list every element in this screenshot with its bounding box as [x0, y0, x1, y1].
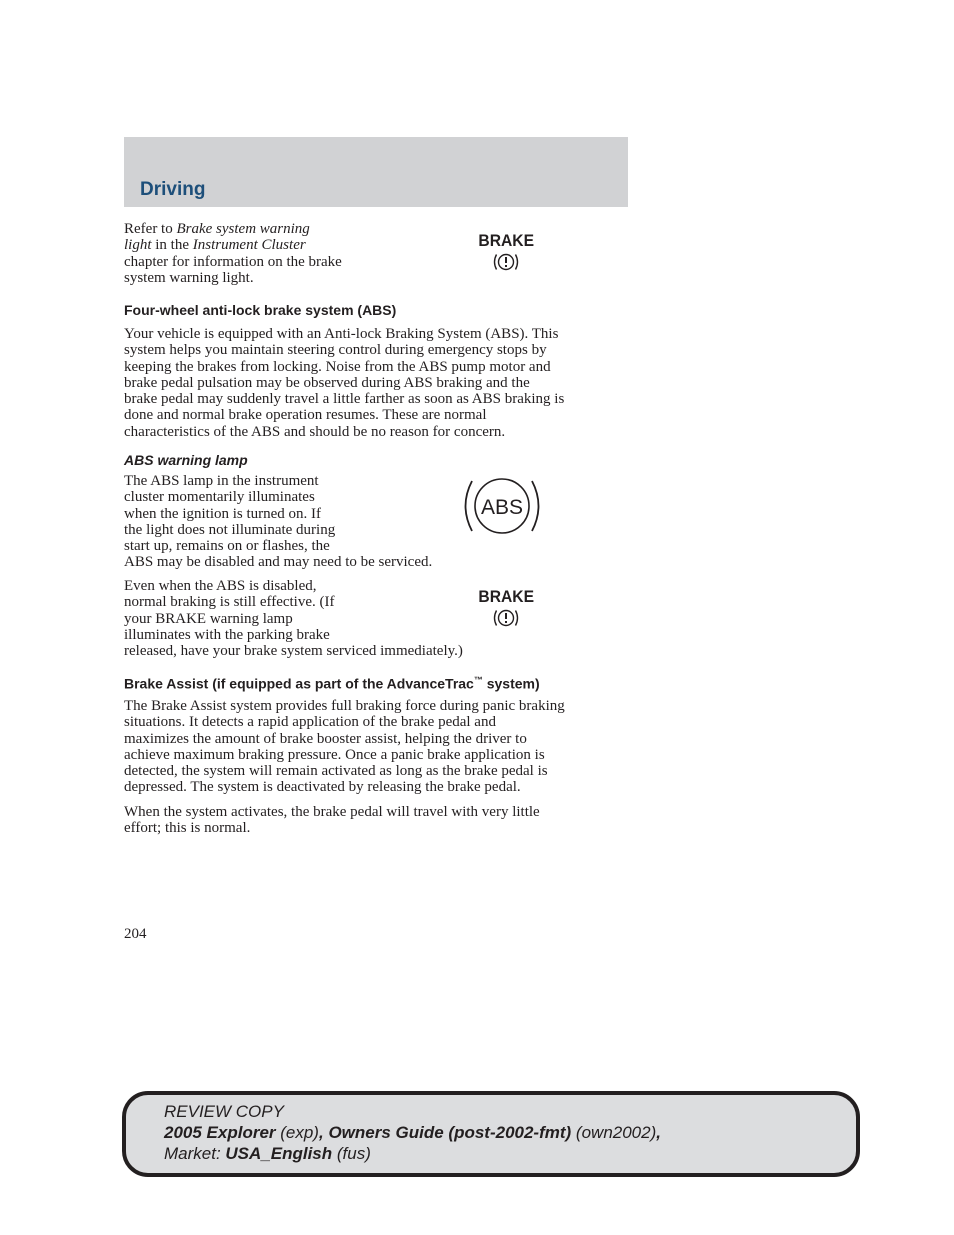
review-copy-footer [122, 1091, 860, 1177]
paragraph-line: released, have your brake system serviced immediately.) [124, 643, 463, 660]
paragraph-line: detected, the system will remain activated as long as the brake pedal is [124, 763, 548, 780]
brake-warning-icon [476, 232, 536, 280]
paragraph-line: characteristics of the ABS and should be no reason for concern. [124, 423, 506, 440]
paragraph-line: your BRAKE warning lamp [124, 610, 293, 627]
abs-section-paragraph [124, 326, 634, 440]
abs-lamp-paragraph-2 [124, 578, 524, 659]
paragraph-line: keeping the brakes from locking. Noise from the ABS pump motor and [124, 358, 551, 375]
section-title: Driving [140, 179, 206, 200]
paragraph-line: Even when the ABS is disabled, [124, 578, 317, 594]
paragraph-line: done and normal brake operation resumes. These are normal [124, 407, 487, 424]
paragraph-line: brake pedal pulsation may be observed during ABS braking and the [124, 374, 530, 391]
intro-line: system warning light. [124, 269, 254, 286]
section-header-band [124, 137, 628, 207]
intro-line: chapter for information on the brake [124, 253, 342, 270]
paragraph-line: cluster momentarily illuminates [124, 489, 315, 506]
footer-model-code: (exp) [275, 1123, 319, 1142]
intro-paragraph [124, 221, 384, 286]
paragraph-line: The Brake Assist system provides full braking force during panic braking [124, 698, 565, 714]
exclamation-circle-icon [491, 607, 521, 629]
paragraph-line: effort; this is normal. [124, 820, 251, 837]
paragraph-line: Your vehicle is equipped with an Anti-lock Braking System (ABS). This [124, 326, 559, 342]
paragraph-line: achieve maximum braking pressure. Once a panic brake application is [124, 746, 545, 763]
intro-ref-light: light [124, 237, 152, 254]
paragraph-line: system helps you maintain steering control during emergency stops by [124, 342, 547, 359]
footer-market-label: Market: [164, 1144, 226, 1163]
review-copy-label: REVIEW COPY [164, 1102, 284, 1121]
intro-ref-instrument-cluster: Instrument Cluster [192, 237, 306, 254]
footer-guide: Owners Guide (post-2002-fmt) [328, 1123, 572, 1142]
paragraph-line: brake pedal may suddenly travel a little farther as soon as ABS braking is [124, 391, 565, 408]
footer-market-code: (fus) [332, 1144, 371, 1163]
brake-assist-paragraph [124, 698, 634, 796]
paragraph-line: When the system activates, the brake pedal will travel with very little [124, 804, 540, 820]
paragraph-line: ABS may be disabled and may need to be serviced. [124, 554, 433, 571]
brake-assist-heading-text: Brake Assist (if equipped as part of the AdvanceTrac [124, 675, 474, 692]
abs-lamp-paragraph [124, 473, 504, 571]
footer-market: USA_English [225, 1144, 333, 1163]
abs-warning-icon [462, 475, 542, 544]
trademark-symbol: ™ [473, 675, 483, 685]
footer-model: 2005 Explorer [164, 1123, 276, 1142]
paragraph-line: illuminates with the parking brake [124, 626, 330, 643]
brake-assist-paragraph-2 [124, 804, 634, 837]
paragraph-line: start up, remains on or flashes, the [124, 538, 330, 555]
paragraph-line: situations. It detects a rapid application of the brake pedal and [124, 714, 496, 731]
footer-guide-code: (own2002) [571, 1123, 657, 1142]
page-number: 204 [124, 926, 147, 942]
intro-ref-brake-system: Brake system warning [176, 221, 310, 237]
paragraph-line: The ABS lamp in the instrument [124, 473, 319, 489]
abs-icon-label: ABS [480, 496, 524, 519]
brake-assist-heading [124, 675, 540, 692]
paragraph-line: depressed. The system is deactivated by releasing the brake pedal. [124, 779, 521, 796]
footer-text [164, 1101, 661, 1164]
exclamation-circle-icon [491, 251, 521, 273]
paragraph-line: the light does not illuminate during [124, 521, 336, 538]
paragraph-line: maximizes the amount of brake booster assist, helping the driver to [124, 730, 527, 747]
brake-warning-icon [476, 588, 536, 636]
intro-prefix: Refer to [124, 221, 177, 237]
abs-section-heading: Four-wheel anti-lock brake system (ABS) [124, 302, 397, 318]
footer-separator: , [318, 1123, 329, 1142]
paragraph-line: when the ignition is turned on. If [124, 505, 322, 522]
brake-assist-heading-suffix: system) [482, 675, 540, 692]
brake-icon-label: BRAKE [478, 231, 535, 250]
footer-separator: , [656, 1123, 661, 1142]
paragraph-line: normal braking is still effective. (If [124, 594, 335, 611]
abs-lamp-heading: ABS warning lamp [124, 452, 248, 468]
intro-mid: in the [151, 237, 193, 254]
brake-icon-label: BRAKE [478, 587, 535, 606]
